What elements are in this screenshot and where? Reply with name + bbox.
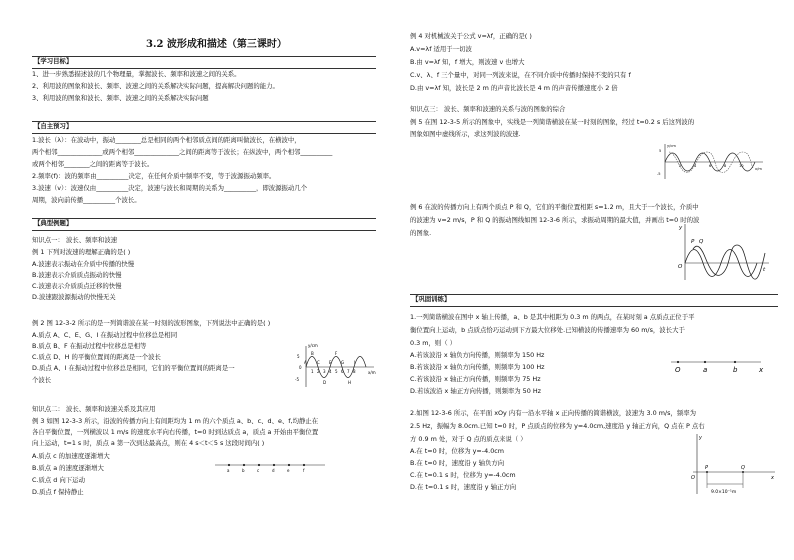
- option: D.在 t=0.1 s 时，速度沿 y 轴正方向: [410, 483, 517, 491]
- option: A.质点 A、C、E、G、I 在振动过程中位移总是相同: [32, 331, 178, 339]
- option: C.波速表示介质质点迁移的快慢: [32, 282, 122, 290]
- fig2-xtick: 6: [341, 369, 344, 374]
- axis-figure-practice-2: [687, 432, 777, 496]
- option: B.由 v=λf 知，f 增大，则波速 v 也增大: [410, 58, 525, 66]
- fig5-ylabel: y/cm: [667, 144, 676, 148]
- example-3-question: 向上运动，t=1 s 时，质点 a 第一次到达最高点，则在 4 s＜t＜5 s 这段时间内( ): [32, 439, 265, 447]
- fig5-xtick: 2: [679, 164, 682, 168]
- goal-item: 3、利用波的图象和波长、频率、波速之间的关系解决实际问题: [32, 94, 209, 102]
- fig2-point-label: E: [329, 360, 332, 365]
- fig2-xtick: 3: [323, 369, 326, 374]
- example-5-question: 图象如图中虚线所示，求这列波的波速.: [410, 130, 521, 138]
- figp1-label: O: [675, 366, 681, 374]
- option: C.质点 d 向下运动: [32, 476, 85, 484]
- option: B.波速表示介质质点振动的快慢: [32, 271, 122, 279]
- fig2-ytick: 5: [297, 354, 300, 359]
- option: C.若该波沿 x 轴正方向传播，则频率为 75 Hz: [410, 375, 541, 383]
- example-5-question: 例 5 在图 12-3-5 所示的图象中，实线是一列简谐横波在某一时刻的图象，经过 t=0.2 s 后这列波的: [410, 118, 695, 126]
- wave-figure-12-3-5: [657, 143, 767, 181]
- option: B.质点 a 的速度逐渐增大: [32, 464, 104, 472]
- practice-2-question: 方 0.9 m 处，对于 Q 点的质点来说（ ）: [410, 435, 527, 443]
- example-2-question: 例 2 图 12-3-2 所示的是一列简谐波在某一时刻的波形图象，下列说法中正确的是( ): [32, 319, 271, 327]
- fig3-point-label: c: [257, 468, 260, 473]
- example-3-question: 例 3 如图 12-3-3 所示，沿波的传播方向上有间距均为 1 m 的六个质点 a、b、c、d、e、f,均静止在: [32, 417, 319, 425]
- axis-figure-practice-1: [667, 356, 767, 374]
- goal-item: 2、利用波的图象和波长、频率、波速之间的关系解决实际问题，提高解决问题的能力。: [32, 82, 279, 90]
- fig2-point-label: H: [348, 380, 352, 385]
- example-6-question: 的图象.: [410, 229, 432, 237]
- practice-2-question: 2.5 Hz，振幅为 8.0cm.已知 t=0 时，P 点质点的位移为 y=4.0cm,速度沿 y 轴正方向，Q 点在 P 点右: [410, 422, 705, 430]
- option: D.质点 A、I 在振动过程中位移总是相同，它们的平衡位置间的距离是一: [32, 364, 235, 372]
- preview-line: 周期，波向前传播__________个波长。: [32, 196, 141, 204]
- fig2-ytick: -5: [295, 377, 299, 382]
- example-4-question: 例 4 对机械波关于公式 v=λf，正确的是( ): [410, 32, 532, 40]
- example-6-question: 例 6 在波的传播方向上有两个质点 P 和 Q，它们的平衡位置相距 s=1.2 m，且大于一个波长，介质中: [410, 203, 699, 211]
- example-6-question: 的波速为 v=2 m/s，P 和 Q 的振动图线如图 12-3-6 所示，求振动周期的最大值，并画出 t=0 时的波: [410, 216, 700, 224]
- knowledge-point-1: 知识点一： 波长、频率和波速: [32, 236, 118, 244]
- option: A.若该波沿 x 轴负方向传播，则频率为 150 Hz: [410, 351, 545, 359]
- example-1-question: 例 1 下列对波速的理解正确的是( ): [32, 248, 131, 256]
- fig6-origin: O: [678, 264, 683, 270]
- fig2-xtick: 2: [317, 369, 320, 374]
- figp2-label-q: Q: [741, 465, 745, 471]
- option: C.在 t=0.1 s 时，位移为 y=-4.0cm: [410, 471, 516, 479]
- knowledge-point-2: 知识点二： 波长、频率和波速关系及其应用: [32, 405, 156, 413]
- examples-header-box: [32, 218, 376, 231]
- fig6-label-p: P: [691, 239, 695, 245]
- fig2-xtick: 4: [329, 369, 332, 374]
- fig2-xtick: 8: [353, 369, 356, 374]
- goals-heading: 【学习目标】: [34, 57, 73, 65]
- fig2-xtick: 7: [347, 369, 350, 374]
- figp2-origin: O: [691, 475, 695, 481]
- fig6-xlabel: t: [763, 267, 766, 273]
- examples-heading: 【典型例题】: [34, 219, 73, 227]
- figp1-label: a: [703, 366, 708, 374]
- figp2-ylabel: y: [699, 435, 702, 441]
- preview-line: 2.频率(f)：波的频率由__________决定，在任何介质中频率不变，等于波源振动频率。: [32, 172, 276, 180]
- option: B.质点 B、F 在振动过程中位移总是相等: [32, 342, 147, 350]
- fig5-ytick: 5: [659, 149, 662, 153]
- preview-line: 3.波速（v）：波速仅由__________决定，波速与波长和周期的关系为__________，即波源振动几个: [32, 184, 308, 192]
- fig2-point-label: D: [323, 380, 327, 385]
- example-3-question: 各自平衡位置，一列横波以 1 m/s 的速度水平向右传播，t=0 时到达质点 a，质点 a 开始由平衡位置: [32, 428, 319, 436]
- fig2-point-label: I: [354, 360, 356, 365]
- preview-line: 1.波长（λ）：在波动中，振动________总是相同的两个相邻质点间的距离叫做波长，在横波中，: [32, 136, 301, 144]
- figp2-xlabel: x: [771, 475, 774, 481]
- fig2-ylabel: y/cm: [308, 343, 318, 348]
- option: A.在 t=0 时，位移为 y=-4.0cm: [410, 447, 504, 455]
- goals-header-box: [32, 56, 376, 69]
- fig3-point-label: a: [227, 468, 230, 473]
- option: B.若该波沿 x 轴负方向传播，则频率为 100 Hz: [410, 363, 545, 371]
- option: D.由 v=λf 知，波长是 2 m 的声音比波长是 4 m 的声音传播速度小 2 倍: [410, 84, 618, 92]
- figp1-label: x: [759, 366, 764, 374]
- fig5-ytick: -5: [657, 172, 661, 176]
- fig3-point-label: b: [242, 468, 245, 473]
- preview-line: 两个相邻______________或两个相邻______________之间的距离等于波长；在纵波中，两个相邻__________: [32, 148, 333, 156]
- fig2-xtick: 1: [311, 369, 314, 374]
- fig5-xtick: 10: [739, 164, 744, 168]
- fig2-ytick: 0: [299, 365, 302, 370]
- fig3-point-label: f: [303, 468, 305, 473]
- fig2-point-label: G: [341, 360, 345, 365]
- fig2-point-label: A: [304, 360, 307, 365]
- practice-1-question: 1.一列简谐横波在图中 x 轴上传播，a、b 是其中相距为 0.3 m 的两点，在某时刻 a 点质点正位于平: [410, 313, 695, 321]
- figp1-label: b: [733, 366, 738, 374]
- fig6-ylabel: y: [679, 225, 683, 231]
- option: 个波长: [32, 376, 52, 384]
- figp2-dimension: 9.0×10⁻¹m: [711, 490, 737, 495]
- option: D.波速跟波源振动的快慢无关: [32, 293, 116, 301]
- fig2-xlabel: x/m: [368, 370, 376, 375]
- fig5-xlabel: x/m: [755, 167, 762, 171]
- figp2-label-p: P: [705, 465, 709, 471]
- preview-line: 或两个相邻________之间的距离等于波长。: [32, 160, 154, 168]
- practice-2-question: 2.如图 12-3-6 所示，在平面 xOy 内有一沿水平轴 x 正向传播的简谐横波，波速为 3.0 m/s，频率为: [410, 409, 696, 417]
- practice-header-box: [410, 294, 778, 307]
- knowledge-point-3: 知识点三： 波长、频率和波速的关系与波的图象的综合: [410, 105, 566, 113]
- fig3-point-label: e: [287, 468, 290, 473]
- fig2-xticks: [311, 369, 356, 374]
- option: C.质点 D、H 的平衡位置间的距离是一个波长: [32, 353, 161, 361]
- option: D.质点 f 保持静止: [32, 488, 84, 496]
- fig5-xtick: 6: [709, 164, 712, 168]
- option: B.在 t=0 时，速度沿 y 轴负方向: [410, 459, 505, 467]
- option: C.v、λ、f 三个量中，对同一列波来说，在不同介质中传播时保持不变的只有 f: [410, 71, 631, 79]
- goal-item: 1、进一步熟悉描述波的几个物理量，掌握波长、频率和波速之间的关系。: [32, 70, 241, 78]
- fig5-xtick: 8: [724, 164, 727, 168]
- right-column: [397, 0, 794, 560]
- practice-1-question: 衡位置向上运动，b 点质点恰巧运动到下方最大位移处.已知横波的传播速率为 60 m/s，波长大于: [410, 326, 685, 334]
- preview-heading: 【自主预习】: [34, 122, 73, 130]
- fig2-xtick: 5: [335, 369, 338, 374]
- fig2-point-label: F: [335, 351, 338, 356]
- practice-1-question: 0.3 m，则（ ）: [410, 339, 457, 347]
- page-title: 3.2 波形成和描述（第三课时）: [146, 39, 287, 50]
- fig5-xtick: 4: [694, 164, 697, 168]
- practice-heading: 【巩固训练】: [412, 295, 451, 303]
- fig2-point-label: C: [317, 360, 320, 365]
- fig6-label-q: Q: [699, 239, 704, 245]
- fig3-point-label: d: [272, 468, 275, 473]
- vibration-figure-12-3-6: [675, 223, 771, 281]
- option: A.v=λf 适用于一切波: [410, 45, 472, 53]
- fig2-point-label: B: [311, 351, 314, 356]
- particles-figure-12-3-3: [215, 459, 325, 473]
- option: A.波速表示振动在介质中传播的快慢: [32, 260, 135, 268]
- option: A.质点 c 的加速度逐渐增大: [32, 452, 110, 460]
- preview-header-box: [32, 121, 376, 134]
- wave-figure-12-3-2: [290, 343, 376, 391]
- option: D.若该波沿 x 轴正方向传播，则频率为 50 Hz: [410, 387, 542, 395]
